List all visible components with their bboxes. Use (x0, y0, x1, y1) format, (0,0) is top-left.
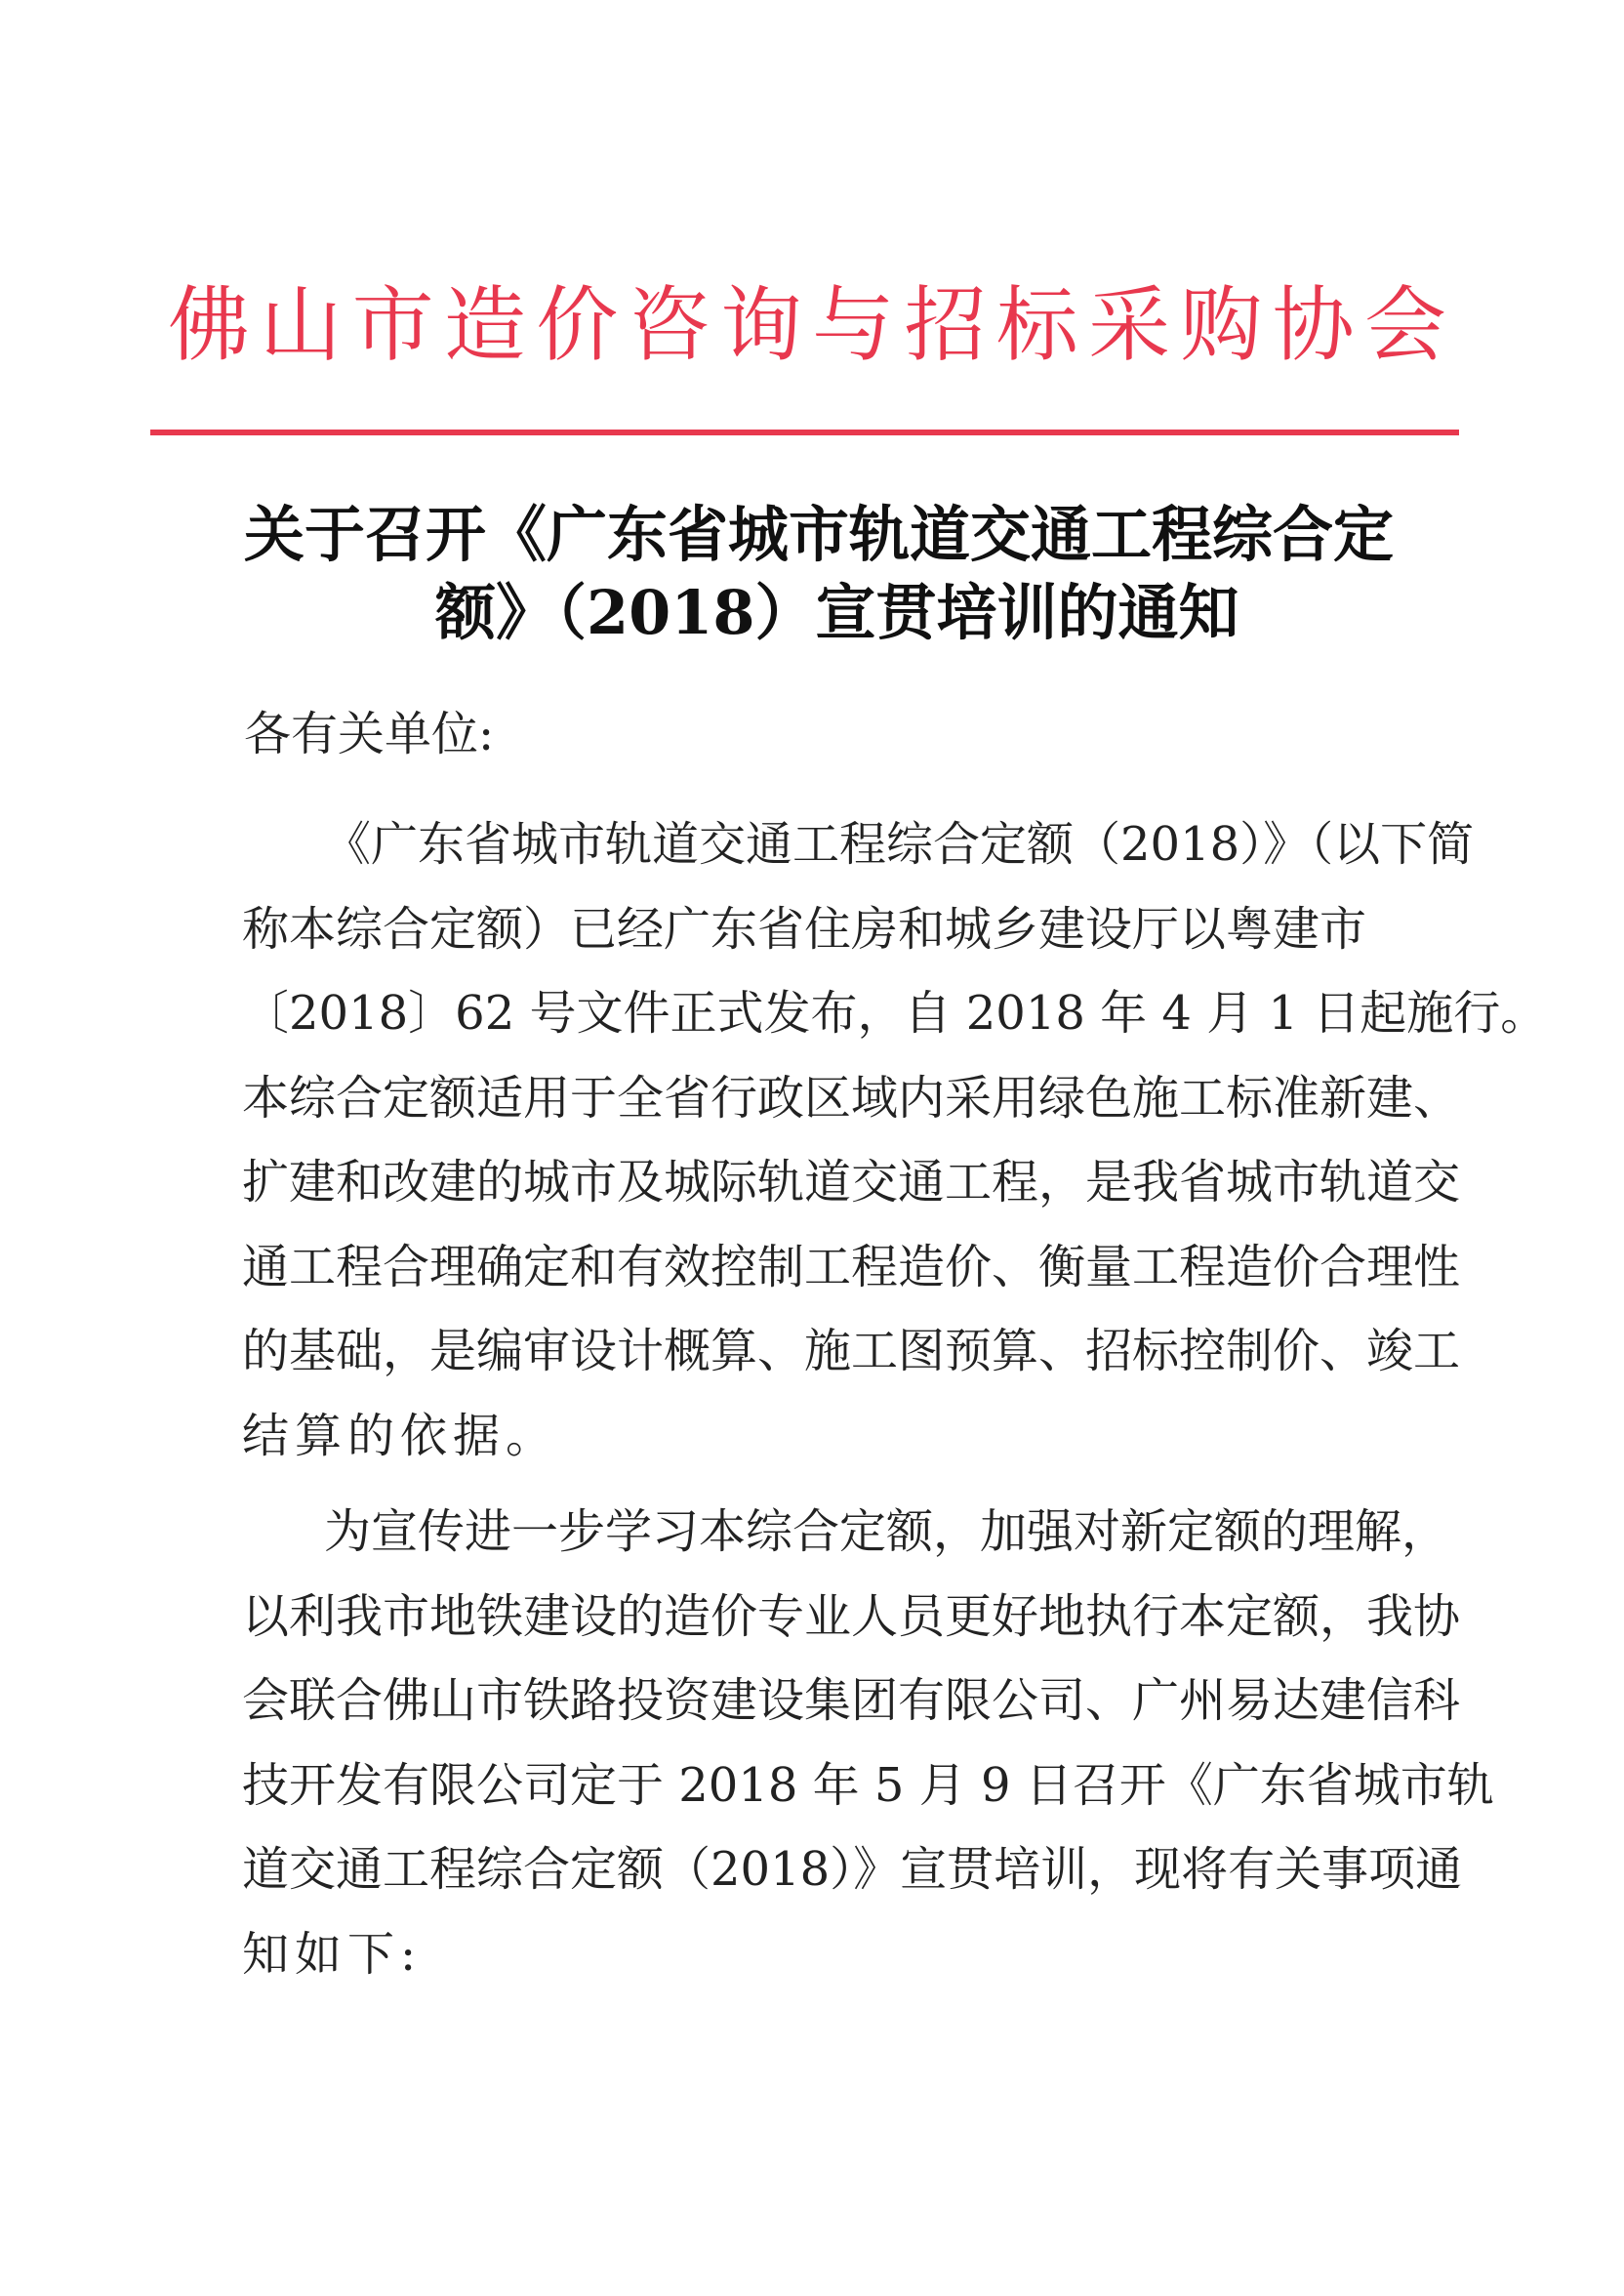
text-line: 的基础，是编审设计概算、施工图预算、招标控制价、竣工 (242, 1324, 1461, 1378)
text-line: 〔2018〕62 号文件正式发布，自 2018 年 4 月 1 日起施行。 (242, 986, 1548, 1041)
text-line: 通工程合理确定和有效控制工程造价、衡量工程造价合理性 (242, 1239, 1461, 1294)
text-line: 技开发有限公司定于 2018 年 5 月 9 日召开《广东省城市轨 (242, 1757, 1494, 1813)
text-line: 会联合佛山市铁路投资建设集团有限公司、广州易达建信科 (242, 1673, 1461, 1728)
text-line: 以利我市地铁建设的造价专业人员更好地执行本定额，我协 (242, 1588, 1461, 1644)
text-line: 扩建和改建的城市及城际轨道交通工程，是我省城市轨道交 (242, 1155, 1461, 1210)
paragraph-1 (242, 802, 1548, 1478)
text-line: 为宣传进一步学习本综合定额，加强对新定额的理解， (324, 1504, 1449, 1559)
text-line: 称本综合定额）已经广东省住房和城乡建设厅以粤建市 (242, 901, 1367, 957)
letterhead-divider (150, 430, 1459, 435)
document-title-line-1: 关于召开《广东省城市轨道交通工程综合定 (244, 499, 1395, 570)
text-line: 《广东省城市轨道交通工程综合定额（2018）》（以下简 (324, 817, 1475, 872)
letterhead-organization: 佛山市造价咨询与招标采购协会 (168, 277, 1446, 373)
salutation: 各有关单位: (244, 707, 495, 761)
paragraph-2 (242, 1490, 1494, 1996)
text-line: 结算的依据。 (242, 1408, 559, 1463)
text-line: 本综合定额适用于全省行政区域内采用绿色施工标准新建、 (242, 1070, 1461, 1126)
text-line: 知如下: (242, 1926, 423, 1982)
text-line: 道交通工程综合定额（2018）》宣贯培训，现将有关事项通 (242, 1842, 1463, 1897)
document-title-line-2: 额》（2018）宣贯培训的通知 (435, 577, 1239, 648)
